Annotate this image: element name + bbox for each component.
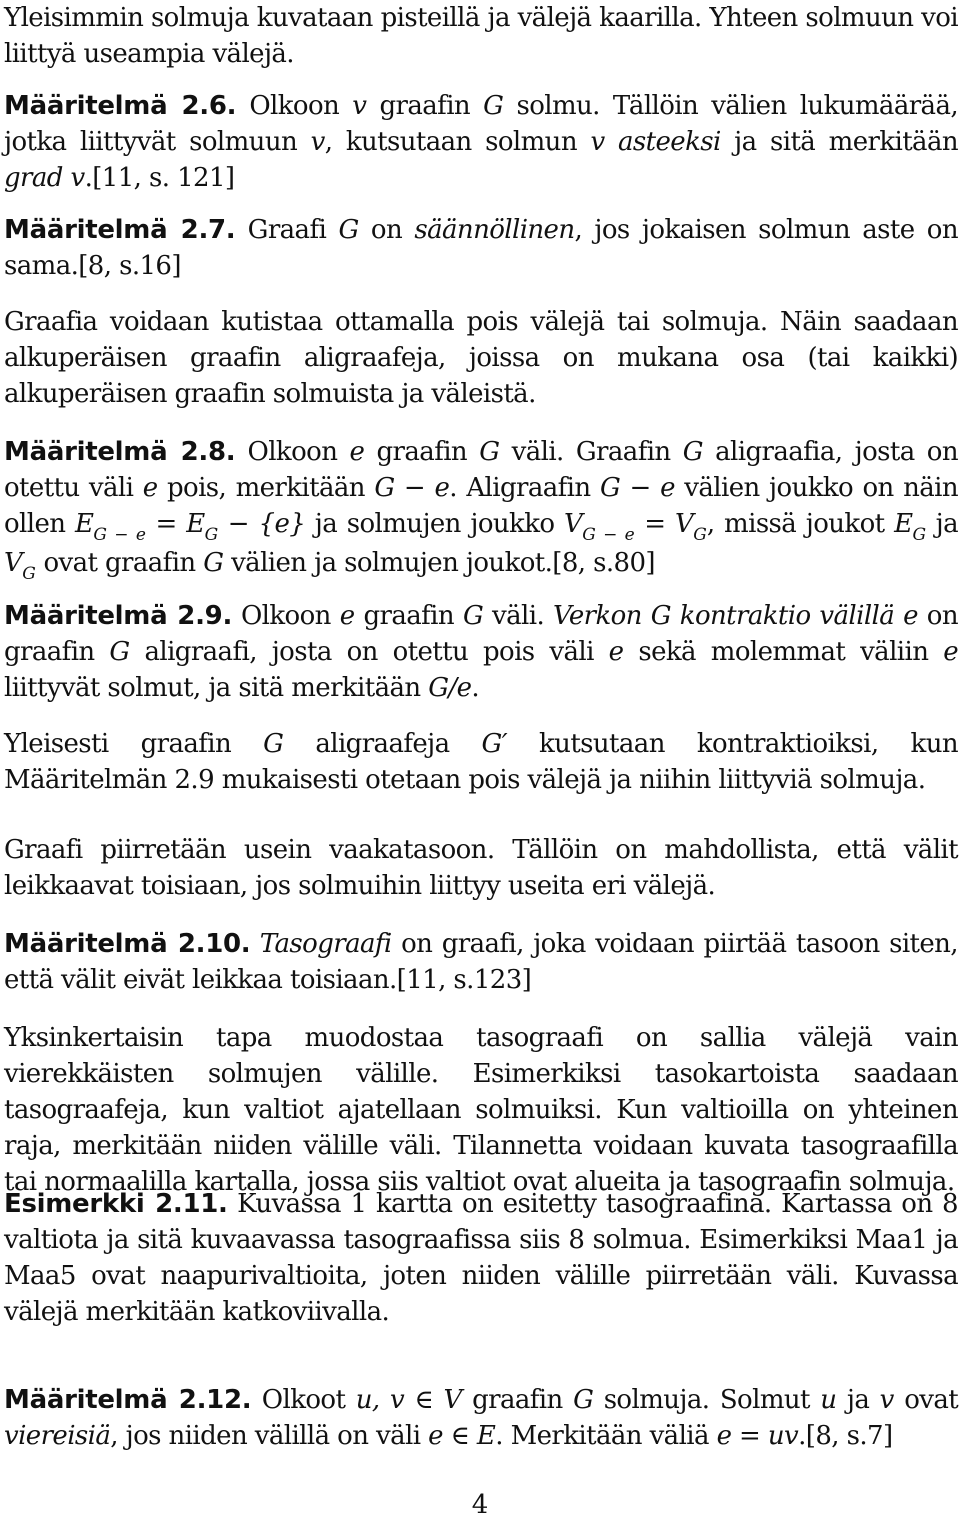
text-run: liittyvät solmut, ja sitä merkitään bbox=[4, 673, 421, 703]
math-symbol: v bbox=[879, 1385, 894, 1415]
math-symbol: G bbox=[483, 91, 504, 121]
text-run: väli. Graafin bbox=[511, 437, 671, 467]
text-run: graafin bbox=[472, 1385, 563, 1415]
text-run: ja bbox=[846, 1385, 870, 1415]
text-run: Olkoon bbox=[247, 437, 338, 467]
text-run: ja sitä merkitään bbox=[734, 127, 958, 157]
text-run: on graafi, joka voidaan piirtää tasoon siten, että välit eivät leikkaa toisiaan.[11, s.123] bbox=[4, 929, 958, 995]
math-symbol: = E bbox=[155, 509, 205, 539]
planar-graph-paragraph bbox=[4, 1020, 958, 1200]
math-symbol: G bbox=[109, 637, 130, 667]
text-run: . bbox=[471, 673, 480, 703]
example-2-11 bbox=[4, 1186, 958, 1330]
math-expression: u, v ∈ V bbox=[355, 1385, 462, 1415]
math-symbol: G bbox=[263, 729, 284, 759]
text-run: solmu. Tällöin välien lukumäärää, jotka liittyvät solmuun bbox=[4, 91, 959, 157]
emphasized-term: asteeksi bbox=[618, 127, 721, 157]
text-run: kutsutaan kontraktioiksi, kun Määritelmän 2.9 mukaisesti otetaan pois välejä ja niihin liittyviä solmuja. bbox=[4, 729, 958, 795]
definition-heading: Määritelmä 2.6. bbox=[4, 91, 237, 121]
math-symbol: e bbox=[608, 637, 624, 667]
text-run: ovat graafin bbox=[43, 548, 196, 578]
math-expression bbox=[894, 509, 927, 545]
citation: välien ja solmujen joukot.[8, s.80] bbox=[231, 548, 655, 578]
text-run: , kutsutaan solmun bbox=[324, 127, 577, 157]
math-symbol: = V bbox=[644, 509, 694, 539]
math-symbol: G bbox=[573, 1385, 594, 1415]
math-symbol: G bbox=[203, 548, 224, 578]
definition-heading: Määritelmä 2.10. bbox=[4, 929, 251, 959]
definition-heading: Määritelmä 2.9. bbox=[4, 601, 233, 631]
math-expression: e = uv bbox=[716, 1421, 799, 1451]
math-expression bbox=[75, 509, 306, 545]
math-symbol: − {e} bbox=[227, 509, 306, 539]
text-run: aligraafia, josta on otettu väli bbox=[4, 437, 958, 503]
definition-2-9 bbox=[4, 598, 958, 706]
math-expression: grad v bbox=[4, 163, 85, 193]
math-symbol: v bbox=[310, 127, 325, 157]
citation: .[8, s.7] bbox=[798, 1421, 893, 1451]
text-run: välien joukko on näin ollen bbox=[4, 473, 958, 539]
text-run: aligraafi, josta on otettu pois väli bbox=[144, 637, 594, 667]
paragraph-text: Yleisimmin solmuja kuvataan pisteillä ja välejä kaarilla. Yhteen solmuun voi liittyä useampia välejä. bbox=[4, 3, 958, 69]
text-run: , missä joukot bbox=[706, 509, 885, 539]
text-run: solmuja. Solmut bbox=[603, 1385, 810, 1415]
math-subscript: G − e bbox=[93, 525, 146, 545]
definition-2-6 bbox=[4, 88, 958, 196]
paragraph-text: Yksinkertaisin tapa muodostaa tasograafi on sallia välejä vain vierekkäisten solmujen välille. Esimerkiksi tasokartoista saadaan tasograafeja, kun valtiot ajatellaan solmuiksi. Kun valtioilla on yhteinen raja, merkitään niiden välille väli. Tilannetta voidaan kuvata tasograafilla tai normaalilla kartalla, jossa siis valtiot ovat alueita ja tasograafin solmuja. bbox=[4, 1023, 958, 1197]
math-symbol: v bbox=[352, 91, 367, 121]
math-expression: G − e bbox=[599, 473, 675, 503]
math-subscript: G bbox=[204, 525, 219, 545]
math-subscript: G − e bbox=[582, 525, 635, 545]
definition-heading: Määritelmä 2.8. bbox=[4, 437, 236, 467]
text-run: graafin bbox=[376, 437, 468, 467]
text-run: on bbox=[370, 215, 403, 245]
math-subscript: G bbox=[912, 525, 927, 545]
math-expression: G − e bbox=[374, 473, 450, 503]
text-run: Yleisesti graafin bbox=[4, 729, 232, 759]
text-run: Graafi bbox=[247, 215, 327, 245]
text-run: Olkoon bbox=[249, 91, 340, 121]
text-run: , jos jokaisen solmun aste on sama.[8, s.16] bbox=[4, 215, 959, 281]
math-symbol: G′ bbox=[481, 729, 508, 759]
example-heading: Esimerkki 2.11. bbox=[4, 1189, 228, 1219]
math-symbol: E bbox=[75, 509, 94, 539]
text-run: Kuvassa 1 kartta on esitetty tasograafina. Kartassa on 8 valtiota ja sitä kuvaavassa tasograafissa siis 8 solmua. Esimerkiksi Maa1 ja Maa5 ovat naapurivaltioita, joten niiden välille piirretään väli. Kuvassa välejä merkitään katkoviivalla. bbox=[4, 1189, 958, 1327]
definition-2-8 bbox=[4, 434, 958, 584]
math-expression: G/e bbox=[428, 673, 472, 703]
text-run: sekä molemmat väliin bbox=[638, 637, 929, 667]
text-run: ovat bbox=[904, 1385, 959, 1415]
math-symbol: e bbox=[943, 637, 959, 667]
text-run: ja bbox=[935, 509, 959, 539]
definition-2-12 bbox=[4, 1382, 958, 1454]
math-expression bbox=[564, 509, 707, 545]
definition-heading: Määritelmä 2.12. bbox=[4, 1385, 252, 1415]
math-symbol: v bbox=[590, 127, 605, 157]
citation: .[11, s. 121] bbox=[84, 163, 235, 193]
math-symbol: G bbox=[338, 215, 359, 245]
math-symbol: e bbox=[339, 601, 355, 631]
math-symbol: e bbox=[349, 437, 365, 467]
text-run: Olkoon bbox=[240, 601, 331, 631]
text-run: , jos niiden välillä on väli bbox=[110, 1421, 421, 1451]
definition-heading: Määritelmä 2.7. bbox=[4, 215, 236, 245]
paragraph-text: Graafia voidaan kutistaa ottamalla pois välejä tai solmuja. Näin saadaan alkuperäisen graafin aligraafeja, joissa on mukana osa (tai kaikki) alkuperäisen graafin solmuista ja väleistä. bbox=[4, 307, 958, 409]
definition-2-10 bbox=[4, 926, 958, 998]
math-symbol: G bbox=[682, 437, 703, 467]
math-expression bbox=[4, 548, 36, 584]
contraction-paragraph bbox=[4, 726, 958, 798]
aligraafi-paragraph bbox=[4, 304, 958, 412]
text-run: ja solmujen joukko bbox=[314, 509, 555, 539]
text-run: väli. bbox=[492, 601, 545, 631]
definition-2-7 bbox=[4, 212, 958, 284]
text-run: aligraafeja bbox=[315, 729, 450, 759]
math-symbol: G bbox=[479, 437, 500, 467]
emphasized-term: säännöllinen bbox=[414, 215, 575, 245]
text-run: . Merkitään väliä bbox=[495, 1421, 709, 1451]
emphasized-term: Tasograafi bbox=[259, 929, 392, 959]
text-run: Olkoot bbox=[261, 1385, 346, 1415]
emphasized-term: Verkon G kontraktio välillä e bbox=[553, 601, 918, 631]
drawing-paragraph bbox=[4, 832, 958, 904]
math-expression: e ∈ E bbox=[428, 1421, 496, 1451]
intro-paragraph bbox=[4, 0, 958, 72]
paragraph-text: Graafi piirretään usein vaakatasoon. Tällöin on mahdollista, että välit leikkaavat toisiaan, jos solmuihin liittyy useita eri välejä. bbox=[4, 835, 958, 901]
math-subscript: G bbox=[22, 564, 36, 584]
text-run: pois, merkitään bbox=[166, 473, 365, 503]
math-symbol: e bbox=[142, 473, 158, 503]
math-symbol: E bbox=[894, 509, 913, 539]
page-number: 4 bbox=[471, 1490, 489, 1520]
text-run: on graafin bbox=[4, 601, 958, 667]
math-symbol: G bbox=[462, 601, 484, 631]
math-symbol: V bbox=[4, 548, 23, 578]
text-run: graafin bbox=[379, 91, 471, 121]
emphasized-term: viereisiä bbox=[4, 1421, 111, 1451]
text-run: graafin bbox=[363, 601, 455, 631]
math-subscript: G bbox=[693, 525, 707, 545]
math-symbol: u bbox=[820, 1385, 837, 1415]
math-symbol: V bbox=[564, 509, 583, 539]
text-run: . Aligraafin bbox=[449, 473, 591, 503]
